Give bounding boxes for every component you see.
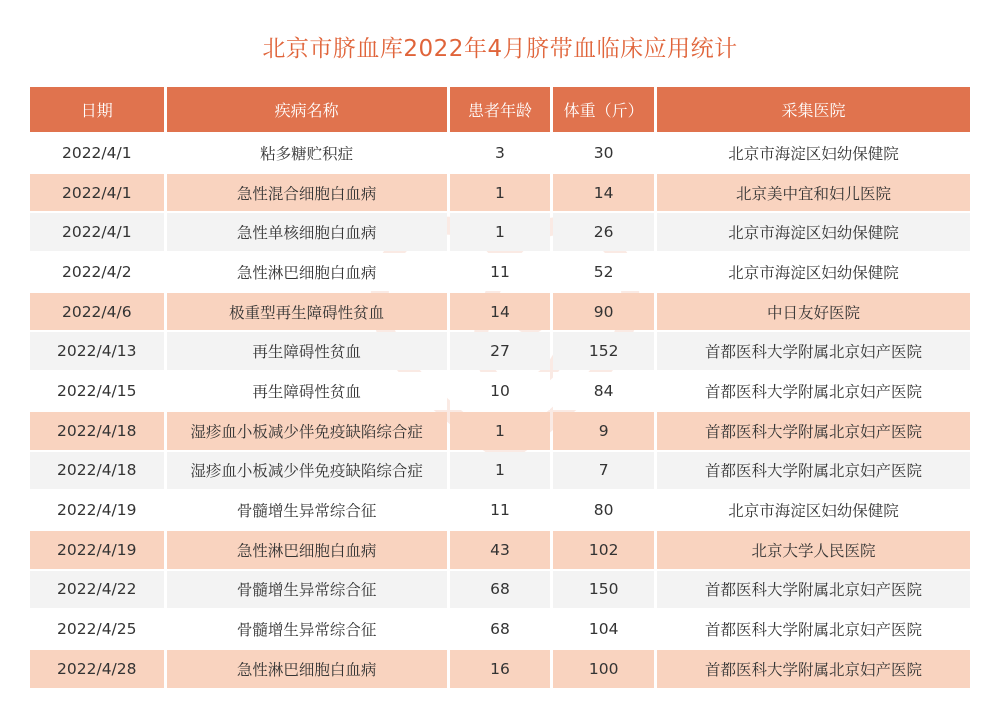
cell-disease: 极重型再生障碍性贫血 — [167, 293, 447, 331]
table-body — [30, 134, 970, 690]
cell-hospital: 首都医科大学附属北京妇产医院 — [657, 650, 970, 688]
table-header-row — [30, 87, 970, 132]
cell-disease: 湿疹血小板减少伴免疫缺陷综合症 — [167, 452, 447, 490]
cell-weight: 90 — [553, 293, 654, 331]
cell-date: 2022/4/1 — [30, 213, 164, 251]
cell-date: 2022/4/25 — [30, 610, 164, 648]
table-row — [30, 293, 970, 333]
cell-date: 2022/4/13 — [30, 332, 164, 370]
cell-date: 2022/4/18 — [30, 452, 164, 490]
cell-hospital: 北京美中宜和妇儿医院 — [657, 174, 970, 212]
header-weight: 体重（斤） — [553, 87, 654, 132]
cell-date: 2022/4/1 — [30, 134, 164, 172]
header-hospital: 采集医院 — [657, 87, 970, 132]
cell-weight: 80 — [553, 491, 654, 529]
cell-date: 2022/4/19 — [30, 491, 164, 529]
table-row — [30, 531, 970, 571]
table-row — [30, 253, 970, 293]
cell-hospital: 北京市海淀区妇幼保健院 — [657, 253, 970, 291]
cell-age: 11 — [450, 491, 551, 529]
cell-date: 2022/4/1 — [30, 174, 164, 212]
cell-disease: 急性淋巴细胞白血病 — [167, 253, 447, 291]
cell-age: 11 — [450, 253, 551, 291]
cell-age: 68 — [450, 610, 551, 648]
cell-date: 2022/4/15 — [30, 372, 164, 410]
cell-age: 3 — [450, 134, 551, 172]
table-row — [30, 412, 970, 452]
cell-weight: 102 — [553, 531, 654, 569]
cell-age: 1 — [450, 452, 551, 490]
cell-disease: 骨髓增生异常综合征 — [167, 571, 447, 609]
cell-age: 14 — [450, 293, 551, 331]
cell-weight: 26 — [553, 213, 654, 251]
cell-weight: 100 — [553, 650, 654, 688]
cell-age: 27 — [450, 332, 551, 370]
cell-hospital: 北京大学人民医院 — [657, 531, 970, 569]
cell-disease: 再生障碍性贫血 — [167, 372, 447, 410]
cell-weight: 30 — [553, 134, 654, 172]
cell-hospital: 北京市海淀区妇幼保健院 — [657, 491, 970, 529]
cell-hospital: 首都医科大学附属北京妇产医院 — [657, 571, 970, 609]
cell-disease: 急性单核细胞白血病 — [167, 213, 447, 251]
cell-hospital: 首都医科大学附属北京妇产医院 — [657, 412, 970, 450]
cell-disease: 骨髓增生异常综合征 — [167, 491, 447, 529]
cell-hospital: 北京市海淀区妇幼保健院 — [657, 213, 970, 251]
cell-disease: 粘多糖贮积症 — [167, 134, 447, 172]
header-disease: 疾病名称 — [167, 87, 447, 132]
header-age: 患者年龄 — [450, 87, 551, 132]
cell-hospital: 首都医科大学附属北京妇产医院 — [657, 452, 970, 490]
cell-disease: 骨髓增生异常综合征 — [167, 610, 447, 648]
cell-date: 2022/4/6 — [30, 293, 164, 331]
table-row — [30, 174, 970, 214]
cell-date: 2022/4/22 — [30, 571, 164, 609]
cell-age: 43 — [450, 531, 551, 569]
header-date: 日期 — [30, 87, 164, 132]
cell-weight: 52 — [553, 253, 654, 291]
statistics-table — [30, 87, 970, 690]
table-row — [30, 491, 970, 531]
cell-hospital: 首都医科大学附属北京妇产医院 — [657, 610, 970, 648]
cell-hospital: 首都医科大学附属北京妇产医院 — [657, 372, 970, 410]
table-row — [30, 213, 970, 253]
cell-date: 2022/4/2 — [30, 253, 164, 291]
cell-date: 2022/4/18 — [30, 412, 164, 450]
cell-age: 1 — [450, 412, 551, 450]
cell-age: 68 — [450, 571, 551, 609]
cell-disease: 再生障碍性贫血 — [167, 332, 447, 370]
cell-disease: 湿疹血小板减少伴免疫缺陷综合症 — [167, 412, 447, 450]
table-row — [30, 134, 970, 174]
table-row — [30, 650, 970, 690]
cell-age: 1 — [450, 213, 551, 251]
cell-weight: 9 — [553, 412, 654, 450]
cell-weight: 14 — [553, 174, 654, 212]
cell-weight: 150 — [553, 571, 654, 609]
table-row — [30, 332, 970, 372]
cell-hospital: 中日友好医院 — [657, 293, 970, 331]
cell-age: 16 — [450, 650, 551, 688]
cell-disease: 急性淋巴细胞白血病 — [167, 531, 447, 569]
cell-disease: 急性混合细胞白血病 — [167, 174, 447, 212]
cell-weight: 84 — [553, 372, 654, 410]
cell-date: 2022/4/19 — [30, 531, 164, 569]
table-row — [30, 610, 970, 650]
table-row — [30, 571, 970, 611]
cell-hospital: 北京市海淀区妇幼保健院 — [657, 134, 970, 172]
cell-age: 10 — [450, 372, 551, 410]
cell-weight: 104 — [553, 610, 654, 648]
cell-weight: 7 — [553, 452, 654, 490]
table-row — [30, 452, 970, 492]
page-title: 北京市脐血库2022年4月脐带血临床应用统计 — [262, 36, 738, 62]
cell-hospital: 首都医科大学附属北京妇产医院 — [657, 332, 970, 370]
table-row — [30, 372, 970, 412]
cell-age: 1 — [450, 174, 551, 212]
cell-weight: 152 — [553, 332, 654, 370]
cell-disease: 急性淋巴细胞白血病 — [167, 650, 447, 688]
cell-date: 2022/4/28 — [30, 650, 164, 688]
